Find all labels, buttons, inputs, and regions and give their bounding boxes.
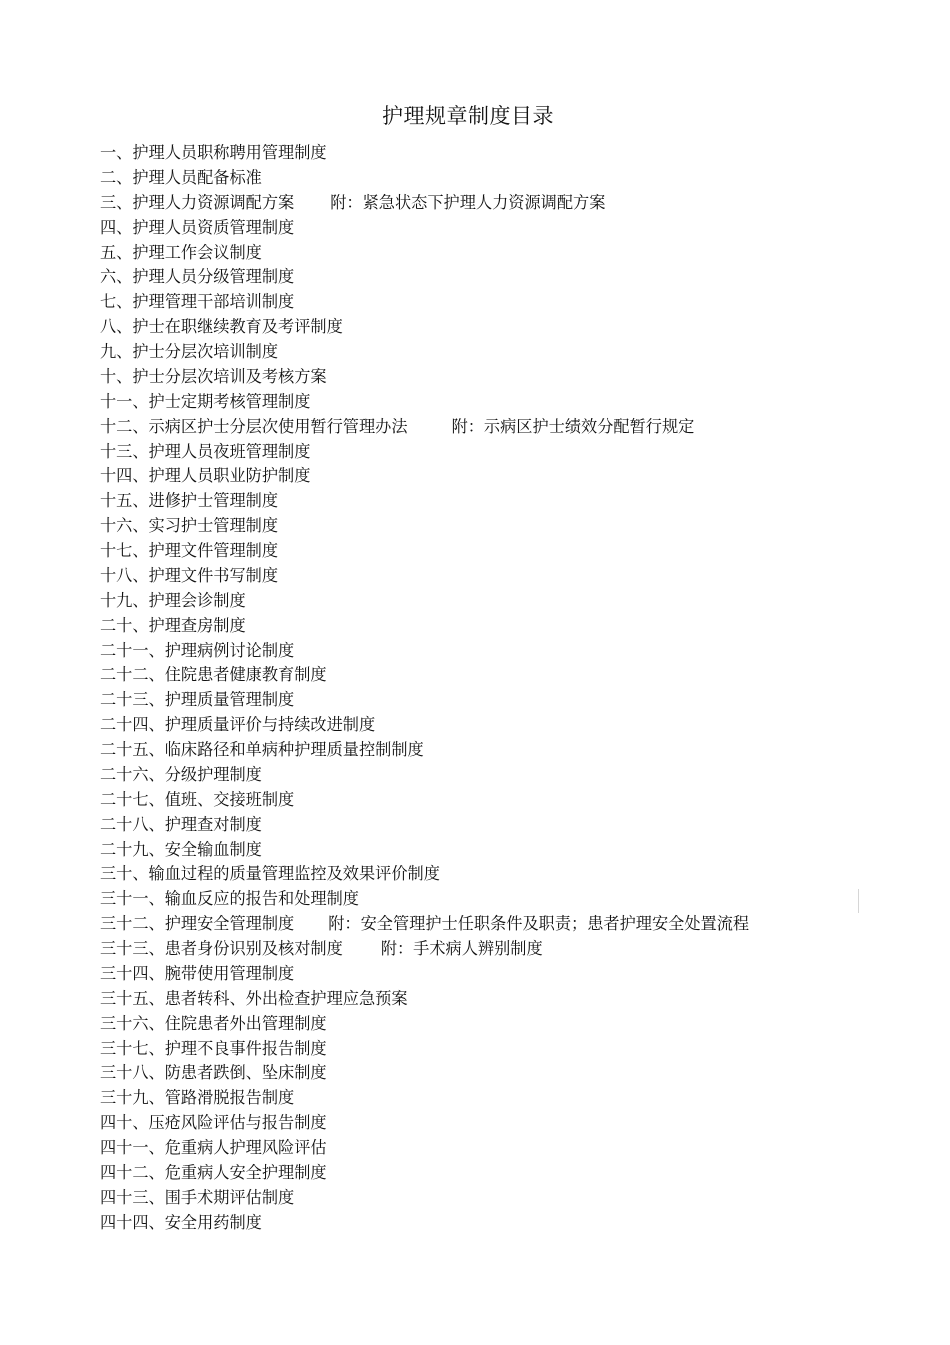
toc-item-label: 十八、护理文件书写制度 (100, 565, 279, 585)
toc-item-attachment-note: 附：手术病人辨别制度 (380, 939, 543, 958)
toc-item-label: 三十六、住院患者外出管理制度 (100, 1013, 327, 1033)
toc-item-attachment-note: 附：示病区护士绩效分配暂行规定 (451, 416, 695, 436)
toc-item (100, 614, 860, 639)
toc-item (100, 639, 860, 664)
toc-item-label: 三、护理人力资源调配方案 (100, 192, 295, 212)
toc-item (100, 440, 860, 465)
toc-item-label: 八、护士在职继续教育及考评制度 (100, 317, 343, 337)
toc-item-label: 六、护理人员分级管理制度 (100, 267, 295, 287)
toc-item (100, 862, 860, 887)
toc-item (100, 937, 860, 962)
toc-item (100, 191, 860, 216)
toc-item-label: 二十八、护理查对制度 (100, 814, 262, 834)
toc-item (100, 887, 860, 912)
toc-item (100, 1136, 860, 1161)
toc-item (100, 265, 860, 290)
toc-item (100, 738, 860, 763)
toc-item-label: 三十一、输血反应的报告和处理制度 (100, 889, 359, 909)
toc-item-label: 十二、示病区护士分层次使用暂行管理办法 (100, 416, 408, 436)
toc-item (100, 1211, 860, 1236)
toc-item-label: 四十三、围手术期评估制度 (100, 1187, 295, 1207)
toc-item-label: 二、护理人员配备标准 (100, 167, 262, 187)
toc-item (100, 1161, 860, 1186)
toc-item-label: 二十、护理查房制度 (100, 615, 246, 635)
toc-item (100, 788, 860, 813)
toc-item (100, 838, 860, 863)
toc-item (100, 564, 860, 589)
toc-item (100, 813, 860, 838)
toc-item (100, 962, 860, 987)
toc-item-label: 九、护士分层次培训制度 (100, 342, 279, 361)
table-of-contents (100, 141, 860, 1236)
toc-item (100, 589, 860, 614)
toc-item-label: 四十二、危重病人安全护理制度 (100, 1162, 327, 1182)
toc-item-label: 四十四、安全用药制度 (100, 1212, 262, 1232)
toc-item-label: 十一、护士定期考核管理制度 (100, 391, 311, 411)
toc-item-label: 十、护士分层次培训及考核方案 (100, 366, 327, 386)
toc-item-label: 二十七、值班、交接班制度 (100, 789, 295, 809)
toc-item (100, 663, 860, 688)
toc-item (100, 290, 860, 315)
toc-item-label: 四、护理人员资质管理制度 (100, 217, 295, 237)
page-title: 护理规章制度目录 (382, 104, 554, 128)
toc-item-label: 十七、护理文件管理制度 (100, 541, 279, 560)
toc-item-label: 三十三、患者身份识别及核对制度 (100, 939, 343, 958)
toc-item (100, 539, 860, 564)
toc-item (100, 1061, 860, 1086)
toc-item (100, 166, 860, 191)
toc-item (100, 912, 860, 937)
toc-item-label: 三十二、护理安全管理制度 (100, 914, 295, 934)
toc-item-label: 二十二、住院患者健康教育制度 (100, 665, 327, 685)
toc-item (100, 688, 860, 713)
toc-item-label: 十五、进修护士管理制度 (100, 491, 279, 511)
toc-item-label: 七、护理管理干部培训制度 (100, 292, 295, 312)
toc-item (100, 489, 860, 514)
toc-item (100, 390, 860, 415)
toc-item (100, 365, 860, 390)
toc-item-label: 十九、护理会诊制度 (100, 590, 246, 610)
toc-item-attachment-note: 附：紧急状态下护理人力资源调配方案 (330, 192, 606, 212)
toc-item (100, 1037, 860, 1062)
toc-item-label: 一、护理人员职称聘用管理制度 (100, 143, 327, 162)
toc-item (100, 987, 860, 1012)
toc-item (100, 216, 860, 241)
toc-item-label: 三十八、防患者跌倒、坠床制度 (100, 1063, 327, 1083)
toc-item (100, 1111, 860, 1136)
toc-item (100, 415, 860, 440)
toc-item-label: 四十、压疮风险评估与报告制度 (100, 1113, 327, 1133)
toc-item (100, 315, 860, 340)
toc-item-label: 二十五、临床路径和单病种护理质量控制制度 (100, 740, 424, 759)
toc-item (100, 464, 860, 489)
toc-item (100, 713, 860, 738)
toc-item-label: 三十四、腕带使用管理制度 (100, 963, 295, 983)
toc-item-label: 二十三、护理质量管理制度 (100, 690, 295, 710)
toc-item (100, 1086, 860, 1111)
toc-item-label: 三十五、患者转科、外出检查护理应急预案 (100, 988, 408, 1008)
toc-item-label: 二十九、安全输血制度 (100, 839, 262, 859)
toc-item-label: 二十四、护理质量评价与持续改进制度 (100, 715, 376, 735)
toc-item-label: 十四、护理人员职业防护制度 (100, 466, 311, 486)
toc-item-label: 二十六、分级护理制度 (100, 764, 262, 784)
toc-item-attachment-note: 附：安全管理护士任职条件及职责；患者护理安全处置流程 (328, 914, 750, 934)
toc-item-label: 三十、输血过程的质量管理监控及效果评价制度 (100, 864, 440, 884)
toc-item (100, 1186, 860, 1211)
toc-item (100, 514, 860, 539)
toc-item-label: 四十一、危重病人护理风险评估 (100, 1138, 327, 1157)
toc-item-label: 三十九、管路滑脱报告制度 (100, 1088, 295, 1108)
toc-item-label: 十三、护理人员夜班管理制度 (100, 441, 311, 461)
toc-item-label: 五、护理工作会议制度 (100, 242, 262, 262)
toc-item (100, 241, 860, 266)
toc-item (100, 1012, 860, 1037)
toc-item (100, 141, 860, 166)
toc-item-label: 十六、实习护士管理制度 (100, 516, 279, 536)
toc-item (100, 763, 860, 788)
toc-item (100, 340, 860, 365)
scan-artifact-line (858, 889, 859, 913)
toc-item-label: 三十七、护理不良事件报告制度 (100, 1038, 327, 1058)
toc-item-label: 二十一、护理病例讨论制度 (100, 640, 295, 660)
